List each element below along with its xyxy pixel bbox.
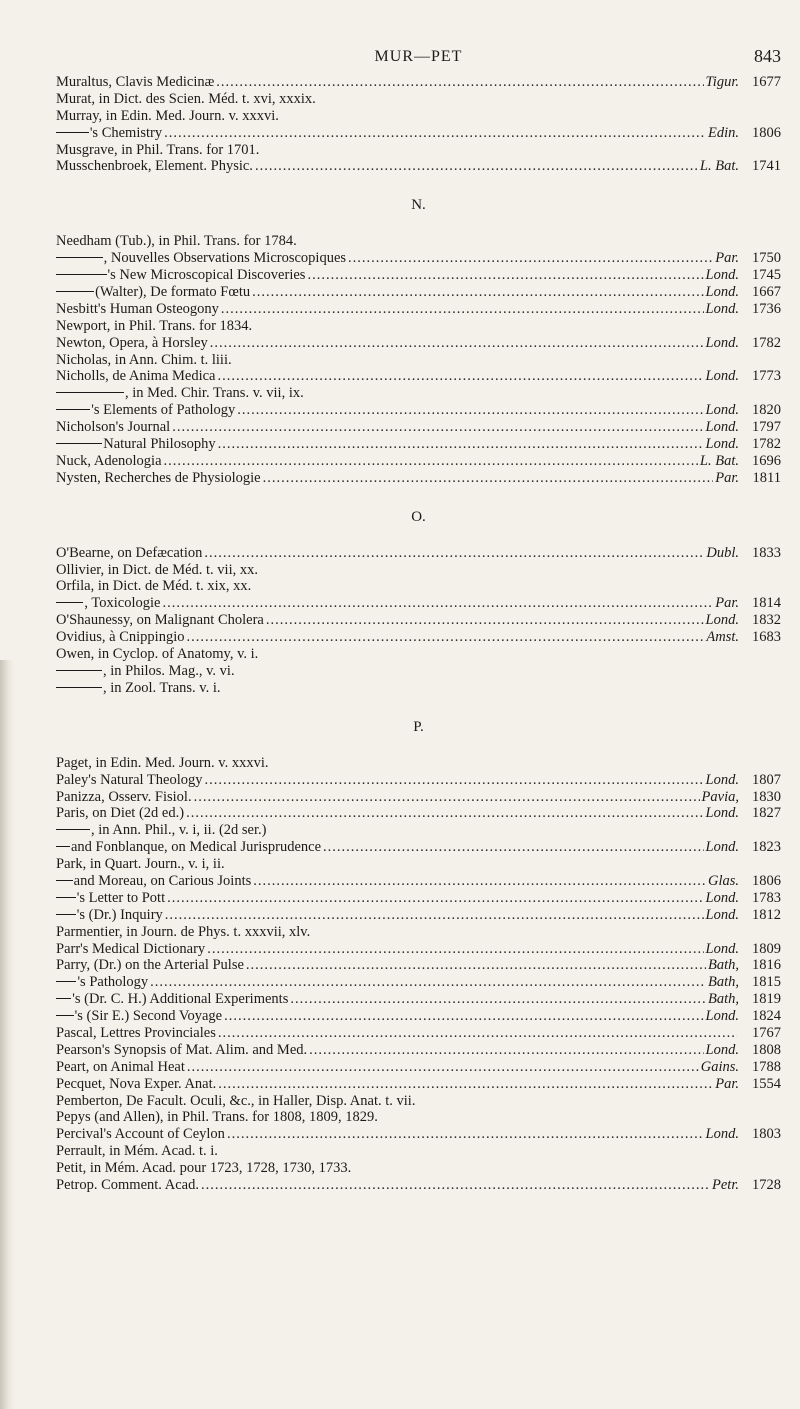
entry-place: Lond. [705, 334, 739, 351]
dot-leader [187, 1059, 699, 1076]
entry-year: 1773 [752, 368, 781, 385]
index-entry [56, 385, 781, 402]
entry-title: Ollivier, in Dict. de Méd. t. vii, xx. [56, 561, 258, 578]
index-entry [56, 1109, 781, 1126]
entry-title: O'Bearne, on Defæcation [56, 544, 203, 561]
entry-place: Lond. [705, 940, 739, 957]
entry-year: 1728 [752, 1176, 781, 1193]
index-entry [56, 318, 781, 335]
index-entry [56, 822, 781, 839]
entry-place: Lond. [705, 419, 739, 436]
entry-year: 1807 [752, 771, 781, 788]
entry-title: Muraltus, Clavis Medicinæ [56, 74, 215, 90]
entry-year: 1736 [752, 300, 781, 317]
index-entry [56, 595, 781, 612]
entry-title: Nuck, Adenologia [56, 452, 162, 469]
entry-title: Paget, in Edin. Med. Journ. v. xxxvi. [56, 754, 269, 771]
running-title: MUR—PET [374, 48, 463, 65]
entry-year: 1741 [752, 158, 781, 175]
entry-title: O'Shaunessy, on Malignant Cholera [56, 612, 264, 629]
entry-year: 1806 [752, 124, 781, 141]
entry-title: 's (Sir E.) Second Voyage [74, 1008, 223, 1025]
bibliography-index [56, 74, 781, 1194]
index-entry [56, 890, 781, 907]
entry-title: Petrop. Comment. Acad. [56, 1176, 199, 1193]
index-entry [56, 436, 781, 453]
index-entry [56, 335, 781, 352]
entry-title: , in Zool. Trans. v. i. [103, 679, 221, 696]
index-entry [56, 142, 781, 159]
entry-place: L. Bat. [699, 452, 739, 469]
entry-title: Owen, in Cyclop. of Anatomy, v. i. [56, 646, 259, 663]
entry-year: 1820 [752, 402, 781, 419]
entry-title: Musgrave, in Phil. Trans. for 1701. [56, 141, 260, 158]
entry-title: Murat, in Dict. des Scien. Méd. t. xvi, xxxix. [56, 90, 316, 107]
entry-year: 1788 [752, 1058, 781, 1075]
dot-leader [164, 453, 698, 470]
ditto-dash [56, 257, 103, 258]
entry-year: 1823 [752, 839, 781, 856]
entry-year: 1696 [752, 452, 781, 469]
dot-leader [263, 470, 714, 487]
index-entry [56, 629, 781, 646]
entry-place: Amst. [706, 629, 739, 646]
entry-year: 1797 [752, 419, 781, 436]
entry-title: Nicholson's Journal [56, 419, 171, 436]
index-entry [56, 402, 781, 419]
dot-leader [165, 907, 704, 924]
entry-title: Newport, in Phil. Trans. for 1834. [56, 317, 253, 334]
index-entry [56, 419, 781, 436]
index-entry [56, 470, 781, 487]
entry-place: Lond. [705, 402, 739, 419]
entry-place: Par. [715, 1075, 739, 1092]
dot-leader [210, 335, 704, 352]
dot-leader [227, 1126, 704, 1143]
entry-year: 1667 [752, 284, 781, 301]
index-entry [56, 562, 781, 579]
entry-title: Needham (Tub.), in Phil. Trans. for 1784. [56, 233, 297, 250]
entry-title: 's New Microscopical Discoveries [107, 267, 306, 284]
entry-title: , in Philos. Mag., v. vi. [103, 662, 235, 679]
entry-place: Lond. [705, 889, 739, 906]
index-entry [56, 250, 781, 267]
index-entry [56, 772, 781, 789]
entry-place: Lond. [705, 368, 739, 385]
entry-title: Peart, on Animal Heat [56, 1058, 185, 1075]
entry-place: Par. [715, 250, 739, 267]
dot-leader [172, 419, 703, 436]
entry-title: Newton, Opera, à Horsley [56, 334, 208, 351]
entry-year: 1816 [752, 957, 781, 974]
index-entry [56, 1042, 781, 1059]
index-entry [56, 789, 781, 806]
dot-leader [323, 839, 704, 856]
entry-title: Pecquet, Nova Exper. Anat. [56, 1075, 217, 1092]
index-entry [56, 646, 781, 663]
entry-title: 's (Dr.) Inquiry [76, 906, 163, 923]
index-entry [56, 578, 781, 595]
entry-title: , Toxicologie [84, 595, 161, 612]
entry-year: 1782 [752, 334, 781, 351]
dot-leader [194, 789, 700, 806]
entry-place: Lond. [705, 300, 739, 317]
index-entry [56, 907, 781, 924]
entry-title: Orfila, in Dict. de Méd. t. xix, xx. [56, 578, 252, 595]
entry-title: Paris, on Diet (2d ed.) [56, 805, 185, 822]
entry-title: Park, in Quart. Journ., v. i, ii. [56, 856, 225, 873]
entry-title: Pepys (and Allen), in Phil. Trans. for 1808, 1809, 1829. [56, 1109, 378, 1126]
index-entry [56, 839, 781, 856]
dot-leader [150, 974, 706, 991]
entry-year: 1809 [752, 940, 781, 957]
entry-year: 1814 [752, 595, 781, 612]
entry-title: 's Pathology [77, 974, 149, 991]
entry-place: Lond. [705, 1126, 739, 1143]
entry-title: Ovidius, à Cnippingio [56, 629, 185, 646]
entry-year: 1767 [752, 1024, 781, 1041]
index-entry [56, 1093, 781, 1110]
entry-year: 1812 [752, 906, 781, 923]
entry-year: 1803 [752, 1126, 781, 1143]
index-entry [56, 284, 781, 301]
index-entry [56, 108, 781, 125]
index-entry [56, 545, 781, 562]
page-header [56, 46, 781, 70]
index-entry [56, 924, 781, 941]
entry-title: Nysten, Recherches de Physiologie [56, 469, 261, 486]
entry-title: Nesbitt's Human Osteogony [56, 300, 219, 317]
dot-leader [290, 991, 706, 1008]
entry-title: 's Chemistry [89, 124, 163, 141]
entry-title: (Walter), De formato Fœtu [95, 284, 251, 301]
entry-title: Nicholas, in Ann. Chim. t. liii. [56, 351, 232, 368]
index-entry [56, 453, 781, 470]
entry-place: Tigur. [705, 74, 739, 90]
ditto-dash [56, 392, 124, 393]
entry-year: 1806 [752, 872, 781, 889]
index-entry [56, 74, 781, 91]
entry-title: , in Med. Chir. Trans. v. vii, ix. [125, 385, 304, 402]
entry-year: 1827 [752, 805, 781, 822]
ditto-dash [56, 981, 76, 982]
dot-leader [221, 301, 704, 318]
index-entry [56, 125, 781, 142]
entry-year: 1683 [752, 629, 781, 646]
entry-place: Lond. [705, 284, 739, 301]
index-entry [56, 805, 781, 822]
dot-leader [307, 267, 703, 284]
entry-place: Gains. [700, 1058, 739, 1075]
dot-leader [266, 612, 704, 629]
entry-place: Dubl. [706, 544, 739, 561]
entry-place: Petr. [712, 1176, 739, 1193]
dot-leader [255, 158, 698, 175]
index-entry [56, 680, 781, 697]
index-entry [56, 1160, 781, 1177]
entry-place: Pavia, [701, 788, 739, 805]
entry-title: Petit, in Mém. Acad. pour 1723, 1728, 1730, 1733. [56, 1160, 352, 1177]
dot-leader [205, 772, 704, 789]
index-entry [56, 1076, 781, 1093]
index-entry [56, 974, 781, 991]
index-entry [56, 663, 781, 680]
dot-leader [162, 595, 713, 612]
entry-title: , Nouvelles Observations Microscopiques [103, 250, 347, 267]
index-entry [56, 233, 781, 250]
entry-title: Musschenbroek, Element. Physic. [56, 158, 253, 175]
index-entry [56, 368, 781, 385]
entry-year: 1824 [752, 1008, 781, 1025]
entry-title: Parmentier, in Journ. de Phys. t. xxxvii, xlv. [56, 923, 311, 940]
index-entry [56, 158, 781, 175]
entry-place: Lond. [705, 267, 739, 284]
entry-title: 's (Dr. C. H.) Additional Experiments [72, 991, 289, 1008]
page-edge-shadow [0, 660, 14, 1409]
entry-place: Lond. [705, 436, 739, 453]
entry-place: Lond. [705, 1041, 739, 1058]
ditto-dash [56, 274, 107, 275]
entry-year: 1782 [752, 436, 781, 453]
ditto-dash [56, 687, 102, 688]
index-entry [56, 1008, 781, 1025]
dot-leader [204, 545, 704, 562]
entry-title: Pemberton, De Facult. Oculi, &c., in Haller, Disp. Anat. t. vii. [56, 1092, 416, 1109]
entry-title: , in Ann. Phil., v. i, ii. (2d ser.) [91, 822, 267, 839]
entry-place: Glas. [707, 872, 739, 889]
index-entry [56, 941, 781, 958]
entry-year: 1745 [752, 267, 781, 284]
dot-leader [224, 1008, 703, 1025]
ditto-dash [56, 846, 70, 847]
dot-leader [237, 402, 703, 419]
entry-place: Bath, [707, 974, 739, 991]
entry-title: 's Letter to Pott [76, 889, 166, 906]
index-entry [56, 91, 781, 108]
ditto-dash [56, 670, 102, 671]
entry-title: Paley's Natural Theology [56, 771, 203, 788]
entry-year: 1815 [752, 974, 781, 991]
ditto-dash [56, 897, 76, 898]
dot-leader [218, 1025, 737, 1042]
entry-title: and Moreau, on Carious Joints [73, 872, 252, 889]
entry-place: Bath, [707, 957, 739, 974]
entry-title: Murray, in Edin. Med. Journ. v. xxxvi. [56, 107, 279, 124]
ditto-dash [56, 914, 76, 915]
entry-place: Lond. [705, 1008, 739, 1025]
entry-place: L. Bat. [699, 158, 739, 175]
ditto-dash [56, 829, 90, 830]
dot-leader [218, 1076, 713, 1093]
entry-year: 1819 [752, 991, 781, 1008]
index-entry [56, 1059, 781, 1076]
entry-place: Lond. [705, 906, 739, 923]
entry-year: 1830 [752, 788, 781, 805]
index-entry [56, 1025, 781, 1042]
dot-leader [167, 890, 703, 907]
index-entry [56, 856, 781, 873]
dot-leader [348, 250, 713, 267]
ditto-dash [56, 132, 89, 133]
entry-place: Lond. [705, 771, 739, 788]
index-entry [56, 1177, 781, 1194]
index-entry [56, 267, 781, 284]
entry-title: and Fonblanque, on Medical Jurisprudence [70, 839, 322, 856]
entry-year: 1750 [752, 250, 781, 267]
section-letter: N. [411, 197, 426, 214]
entry-place: Par. [715, 469, 739, 486]
entry-year: 1783 [752, 889, 781, 906]
entry-title: 's Elements of Pathology [91, 402, 236, 419]
section-letter: P. [413, 718, 424, 735]
entry-year: 1833 [752, 544, 781, 561]
section-letter: O. [411, 508, 426, 525]
index-entry [56, 1143, 781, 1160]
entry-title: Percival's Account of Ceylon [56, 1126, 225, 1143]
ditto-dash [56, 602, 83, 603]
dot-leader [207, 941, 703, 958]
ditto-dash [56, 1015, 74, 1016]
entry-title: Panizza, Osserv. Fisiol. [56, 788, 192, 805]
entry-place: Lond. [705, 612, 739, 629]
dot-leader [186, 805, 703, 822]
entry-title: Natural Philosophy [103, 436, 216, 453]
dot-leader [187, 629, 705, 646]
entry-place: Bath, [707, 991, 739, 1008]
entry-title: Parry, (Dr.) on the Arterial Pulse [56, 957, 244, 974]
dot-leader [218, 436, 704, 453]
dot-leader [309, 1042, 703, 1059]
dot-leader [164, 125, 706, 142]
entry-place: Par. [715, 595, 739, 612]
entry-year: 1811 [752, 469, 781, 486]
entry-year: 1554 [752, 1075, 781, 1092]
index-entry [56, 957, 781, 974]
entry-title: Pearson's Synopsis of Mat. Alim. and Med. [56, 1041, 308, 1058]
index-entry [56, 755, 781, 772]
ditto-dash [56, 409, 90, 410]
index-entry [56, 991, 781, 1008]
dot-leader [246, 957, 706, 974]
dot-leader [253, 873, 706, 890]
entry-title: Perrault, in Mém. Acad. t. i. [56, 1143, 218, 1160]
ditto-dash [56, 291, 94, 292]
index-entry [56, 352, 781, 369]
entry-year: 1808 [752, 1041, 781, 1058]
index-entry [56, 612, 781, 629]
index-entry [56, 301, 781, 318]
entry-place: Lond. [705, 805, 739, 822]
entry-year: 1832 [752, 612, 781, 629]
entry-title: Nicholls, de Anima Medica [56, 368, 216, 385]
dot-leader [217, 368, 703, 385]
dot-leader [216, 74, 703, 91]
entry-place: Lond. [705, 839, 739, 856]
ditto-dash [56, 998, 71, 999]
entry-place: Edin. [707, 124, 739, 141]
dot-leader [252, 284, 703, 301]
entry-title: Parr's Medical Dictionary [56, 940, 206, 957]
ditto-dash [56, 880, 73, 881]
entry-year: 1677 [752, 74, 781, 90]
index-entry [56, 873, 781, 890]
ditto-dash [56, 443, 102, 444]
index-entry [56, 1126, 781, 1143]
page-number: 843 [754, 46, 781, 66]
entry-title: Pascal, Lettres Provinciales [56, 1024, 216, 1041]
dot-leader [201, 1177, 710, 1194]
